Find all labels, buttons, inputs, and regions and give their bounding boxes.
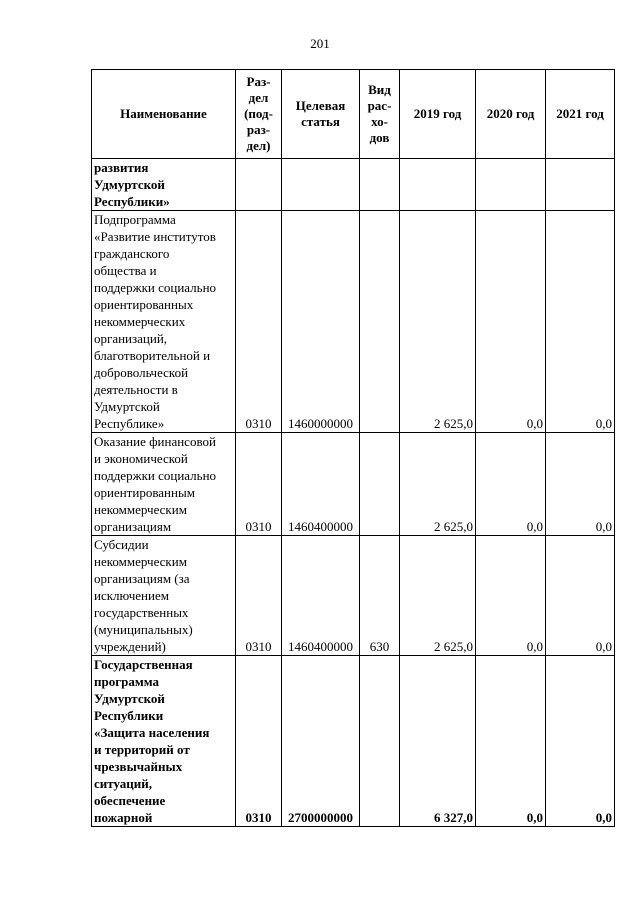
row-section: [236, 159, 282, 211]
row-2019: 6 327,0: [400, 656, 476, 827]
row-name: развития Удмуртской Республики»: [92, 159, 236, 211]
row-target: 1460400000: [282, 536, 360, 656]
row-target: 1460400000: [282, 433, 360, 536]
row-2021: 0,0: [546, 656, 615, 827]
row-2021: 0,0: [546, 433, 615, 536]
table-row: [92, 211, 615, 433]
row-section: 0310: [236, 536, 282, 656]
row-2020: 0,0: [476, 211, 546, 433]
header-target: Целевая статья: [282, 70, 360, 159]
row-2019: 2 625,0: [400, 536, 476, 656]
row-expense: [360, 211, 400, 433]
row-target: 1460000000: [282, 211, 360, 433]
header-expense: Вид рас- хо- дов: [360, 70, 400, 159]
budget-table: [91, 69, 615, 827]
row-2019: [400, 159, 476, 211]
row-name: Оказание финансовой и экономической поддержки социально ориентированным некоммерческим организациям: [92, 433, 236, 536]
row-2021: [546, 159, 615, 211]
row-expense: [360, 656, 400, 827]
row-2019: 2 625,0: [400, 211, 476, 433]
row-name: Субсидии некоммерческим организациям (за исключением государственных (муниципальных) учреждений): [92, 536, 236, 656]
row-2020: 0,0: [476, 433, 546, 536]
table-row: [92, 656, 615, 827]
row-expense: [360, 159, 400, 211]
table-row: [92, 536, 615, 656]
row-2020: 0,0: [476, 536, 546, 656]
row-name: Подпрограмма «Развитие институтов гражданского общества и поддержки социально ориентированных некоммерческих организаций, благотворительной и добровольческой деятельности в Удмуртской Республике»: [92, 211, 236, 433]
header-name: Наименование: [92, 70, 236, 159]
table-header-row: [92, 70, 615, 159]
row-2021: 0,0: [546, 536, 615, 656]
row-expense: 630: [360, 536, 400, 656]
page-number: 201: [310, 36, 330, 51]
table-row: [92, 433, 615, 536]
row-2021: 0,0: [546, 211, 615, 433]
row-target: [282, 159, 360, 211]
header-2020: 2020 год: [476, 70, 546, 159]
header-2021: 2021 год: [546, 70, 615, 159]
row-2020: [476, 159, 546, 211]
row-section: 0310: [236, 433, 282, 536]
row-section: 0310: [236, 211, 282, 433]
table-row: [92, 159, 615, 211]
row-2019: 2 625,0: [400, 433, 476, 536]
row-expense: [360, 433, 400, 536]
row-section: 0310: [236, 656, 282, 827]
row-name: Государственная программа Удмуртской Республики «Защита населения и территорий от чрезвычайных ситуаций, обеспечение пожарной: [92, 656, 236, 827]
row-2020: 0,0: [476, 656, 546, 827]
row-target: 2700000000: [282, 656, 360, 827]
header-section: Раз- дел (под- раз- дел): [236, 70, 282, 159]
header-2019: 2019 год: [400, 70, 476, 159]
